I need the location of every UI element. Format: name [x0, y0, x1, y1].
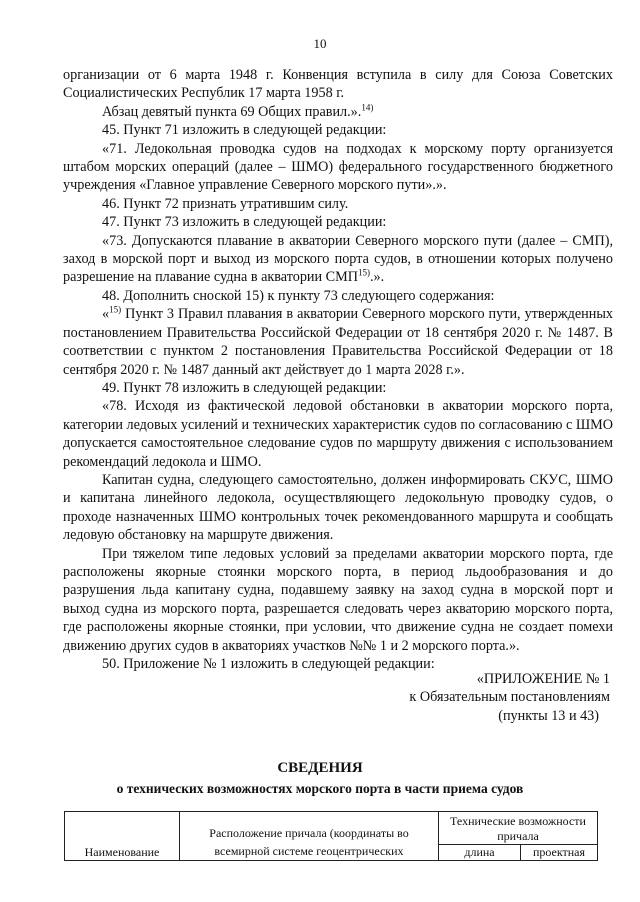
section-heading: СВЕДЕНИЯ [277, 760, 363, 776]
paragraph-text: Капитан судна, следующего самостоятельно, должен информировать СКУС, ШМО и капитана линейного ледокола, осуществляющего ледокольную проводку судов, о проходе назначенных ШМО контрольных точек рекомендованного маршрута и сообщать ледовую обстановку на маршруте движения. [63, 471, 613, 544]
header-name: Наименование [65, 812, 180, 861]
document-body [63, 66, 613, 673]
footnote-marker: 15) [357, 267, 370, 278]
header-location [180, 812, 439, 861]
appendix-title: «ПРИЛОЖЕНИЕ № 1 [476, 671, 610, 687]
section-subheading: о технических возможностях морского порта в части приема судов [116, 781, 524, 796]
paragraph [63, 305, 613, 379]
paragraph-text: .». [369, 269, 385, 286]
paragraph [63, 287, 613, 305]
paragraph [63, 140, 613, 195]
paragraph [63, 545, 613, 655]
header-technical: Технические возможности причала [439, 812, 598, 845]
paragraph-text: При тяжелом типе ледовых условий за пределами акватории морского порта, где расположены якорные стоянки морского порта, в период льдообразования и до разрушения льда капитану судна, подавшему заявку на заход судна в морской порт и выход судна из морского порта, разрешается следовать через акваторию морского порта, где расположены якорные стоянки, при условии, что движение судна не создает помехи движению других судов в акваториях участков №№ 1 и 2 морского порта.». [63, 545, 613, 654]
appendix-caption [370, 670, 610, 725]
header-design: проектная [521, 845, 598, 861]
footnote-marker: 15) [109, 304, 122, 315]
footnote-marker: 14) [361, 102, 374, 113]
paragraph [63, 195, 613, 213]
paragraph [63, 103, 613, 121]
paragraph [63, 232, 613, 287]
paragraph [63, 66, 613, 103]
appendix-reference: к Обязательным постановлениям [409, 689, 610, 706]
paragraph-text: Абзац девятый пункта 69 Общих правил.». [102, 103, 362, 120]
page-number: 10 [313, 36, 327, 51]
paragraph-text: «73. Допускаются плавание в акватории Северного морского пути (далее – СМП), заход в морской порт и выход из морского порта судов, в отношении которых получено разрешение на плавание судна в акватории СМП [63, 232, 613, 286]
paragraph-text: 48. Дополнить сноской 15) к пункту 73 следующего содержания: [102, 287, 495, 304]
paragraph [63, 397, 613, 471]
paragraph-text: организации от 6 марта 1948 г. Конвенция вступила в силу для Союза Советских Социалистических Республик 17 марта 1958 г. [63, 67, 613, 102]
paragraph-text: 47. Пункт 73 изложить в следующей редакции: [102, 214, 387, 231]
paragraph-text: «78. Исходя из фактической ледовой обстановки в акватории морского порта, категории ледовых усилений и технических характеристик судов по согласованию с ШМО допускается самостоятельное следование судов по маршруту движения с использованием рекомендаций ледокола и ШМО. [63, 398, 614, 470]
header-location-line2: всемирной системе геоцентрических [214, 844, 404, 858]
paragraph [63, 379, 613, 397]
paragraph [63, 213, 613, 231]
header-location-line1: Расположение причала (координаты во [209, 826, 409, 840]
paragraph-text: «71. Ледокольная проводка судов на подходах к морскому порту организуется штабом морских операций (далее – ШМО) федерального государственного бюджетного учреждения «Главное управление Северного морского пути».». [63, 140, 613, 194]
paragraph-text: 50. Приложение № 1 изложить в следующей редакции: [102, 656, 435, 672]
appendix-points: (пункты 13 и 43) [498, 707, 599, 724]
paragraph-text: 45. Пункт 71 изложить в следующей редакции: [102, 122, 387, 139]
paragraph-text: 46. Пункт 72 признать утратившим силу. [102, 195, 349, 212]
paragraph-text: « [102, 306, 110, 323]
paragraph [63, 121, 613, 139]
paragraph [63, 471, 613, 545]
header-length: длина [439, 845, 521, 861]
port-capabilities-table [64, 811, 598, 861]
paragraph-text: 49. Пункт 78 изложить в следующей редакции: [102, 379, 387, 396]
paragraph-text: Пункт 3 Правил плавания в акватории Северного морского пути, утвержденных постановлением Правительства Российской Федерации от 18 сентября 2020 г. № 1487. В соответствии с пунктом 2 постановления Правительства Российской Федерации от 18 сентября 2020 г. № 1487 данный акт действует до 1 марта 2028 г.». [63, 306, 613, 378]
